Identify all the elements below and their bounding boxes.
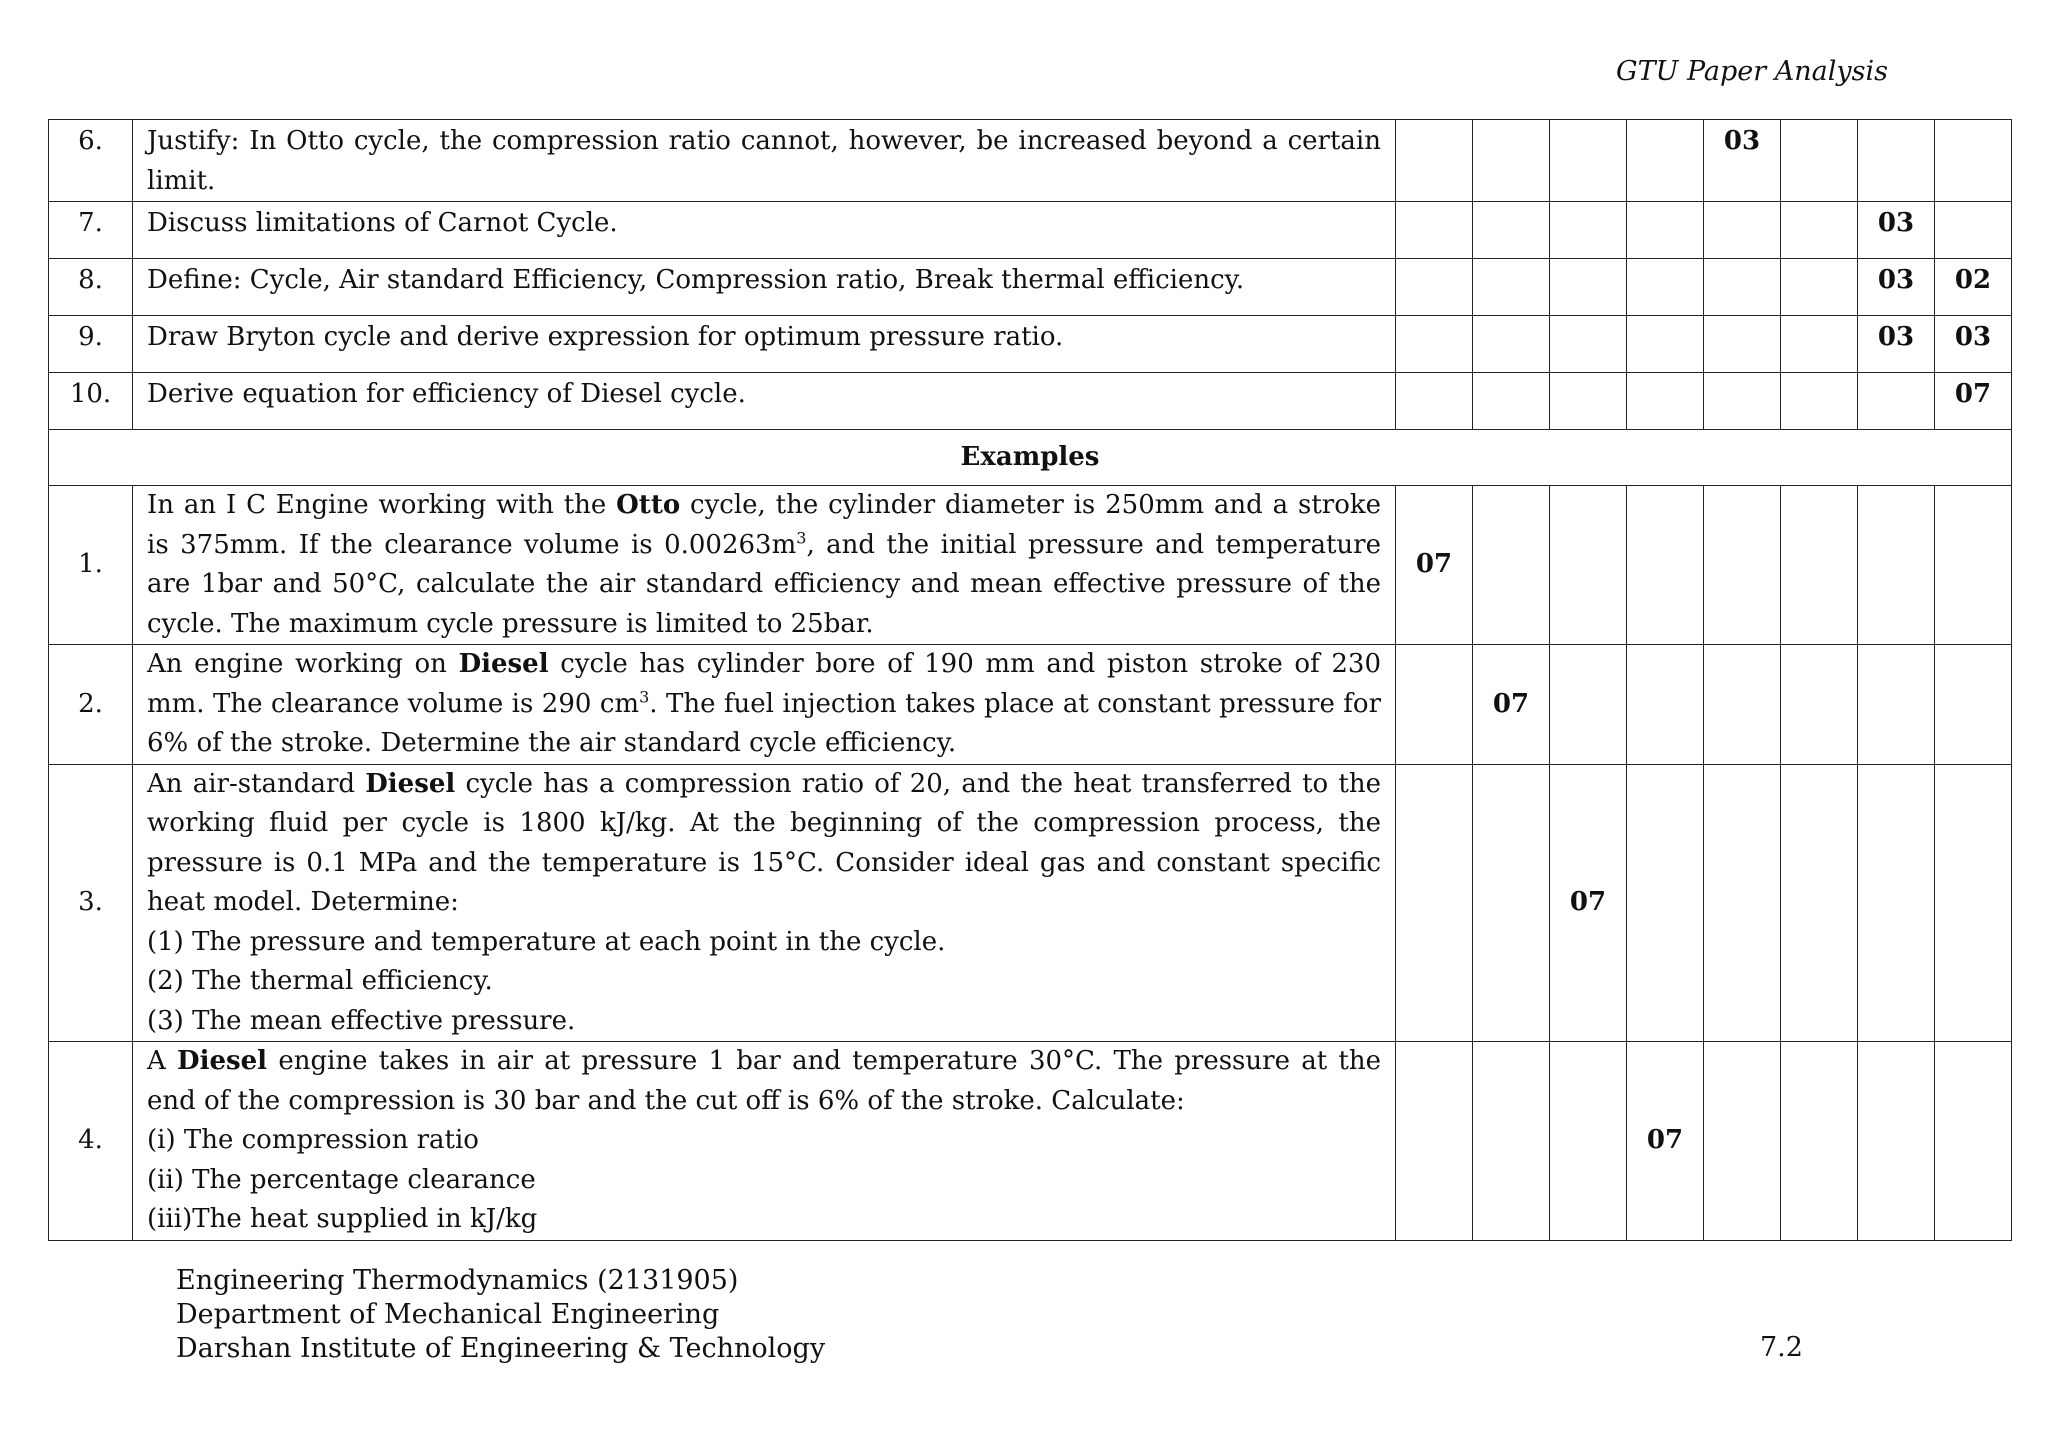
- question-number: 10.: [49, 373, 133, 430]
- marks-cell: [1550, 645, 1627, 765]
- marks-cell: [1627, 486, 1704, 645]
- marks-cell: 07: [1550, 764, 1627, 1042]
- marks-cell: [1858, 120, 1935, 202]
- marks-cell: [1627, 373, 1704, 430]
- table-row: [49, 120, 2012, 202]
- marks-cell: [1473, 486, 1550, 645]
- table-row: [49, 202, 2012, 259]
- footer-institute: Darshan Institute of Engineering & Technology: [176, 1333, 826, 1364]
- marks-cell: [1396, 202, 1473, 259]
- marks-cell: [1473, 764, 1550, 1042]
- footer-info: [176, 1264, 825, 1366]
- question-number: 2.: [49, 645, 133, 765]
- marks-cell: [1781, 120, 1858, 202]
- gtu-analysis-table: [48, 119, 2012, 1241]
- sub-question: (i) The compression ratio: [147, 1125, 479, 1155]
- marks-cell: [1781, 259, 1858, 316]
- table-row: [49, 486, 2012, 645]
- question-number: 9.: [49, 316, 133, 373]
- marks-cell: [1473, 259, 1550, 316]
- examples-heading: Examples: [49, 430, 2012, 486]
- marks-cell: [1704, 316, 1781, 373]
- question-number: 7.: [49, 202, 133, 259]
- table-row: [49, 764, 2012, 1042]
- sub-question: (1) The pressure and temperature at each point in the cycle.: [147, 926, 946, 957]
- marks-cell: [1550, 120, 1627, 202]
- question-text: Derive equation for efficiency of Diesel cycle.: [133, 373, 1396, 430]
- marks-cell: [1858, 486, 1935, 645]
- marks-cell: [1473, 373, 1550, 430]
- page-number: 7.2: [1760, 1332, 1803, 1363]
- marks-cell: [1704, 202, 1781, 259]
- marks-cell: [1396, 1042, 1473, 1241]
- marks-cell: 03: [1858, 316, 1935, 373]
- footer-department: Department of Mechanical Engineering: [176, 1299, 720, 1330]
- sub-question: (iii)The heat supplied in kJ/kg: [147, 1204, 538, 1234]
- marks-cell: [1704, 1042, 1781, 1241]
- marks-cell: [1704, 645, 1781, 765]
- marks-cell: [1704, 764, 1781, 1042]
- question-text: Discuss limitations of Carnot Cycle.: [133, 202, 1396, 259]
- marks-cell: [1550, 202, 1627, 259]
- marks-cell: [1473, 1042, 1550, 1241]
- marks-cell: [1858, 764, 1935, 1042]
- question-text: Justify: In Otto cycle, the compression ratio cannot, however, be increased beyond a certain limit.: [133, 120, 1396, 202]
- marks-cell: [1627, 316, 1704, 373]
- marks-cell: [1704, 486, 1781, 645]
- question-text: An air-standard Diesel cycle has a compression ratio of 20, and the heat transferred to the working fluid per cycle is 1800 kJ/kg. At the beginning of the compression process, the pressure is 0.1 MPa and the temperature is 15°C. Consider ideal gas and constant specific heat model. Determine: (1) The pressure and temperature at each point in the cycle. (2) The thermal efficiency. (3) The mean effective pressure.: [133, 764, 1396, 1042]
- table-row: [49, 645, 2012, 765]
- marks-cell: [1550, 259, 1627, 316]
- marks-cell: [1781, 764, 1858, 1042]
- marks-cell: [1781, 1042, 1858, 1241]
- footer-course: Engineering Thermodynamics (2131905): [176, 1265, 739, 1296]
- question-number: 6.: [49, 120, 133, 202]
- marks-cell: [1858, 1042, 1935, 1241]
- marks-cell: [1627, 202, 1704, 259]
- marks-cell: [1935, 120, 2012, 202]
- question-text: Draw Bryton cycle and derive expression for optimum pressure ratio.: [133, 316, 1396, 373]
- marks-cell: [1396, 316, 1473, 373]
- question-number: 1.: [49, 486, 133, 645]
- marks-cell: 03: [1858, 202, 1935, 259]
- marks-cell: [1473, 120, 1550, 202]
- marks-cell: [1550, 1042, 1627, 1241]
- question-number: 8.: [49, 259, 133, 316]
- marks-cell: [1627, 259, 1704, 316]
- marks-cell: [1396, 373, 1473, 430]
- marks-cell: [1935, 202, 2012, 259]
- question-number: 4.: [49, 1042, 133, 1241]
- marks-cell: [1781, 486, 1858, 645]
- question-text: A Diesel engine takes in air at pressure 1 bar and temperature 30°C. The pressure at the end of the compression is 30 bar and the cut off is 6% of the stroke. Calculate: (i) The compression ratio (ii) The percentage clearance (iii)The heat supplied in kJ/kg: [133, 1042, 1396, 1241]
- marks-cell: [1781, 202, 1858, 259]
- marks-cell: [1858, 645, 1935, 765]
- marks-cell: [1627, 764, 1704, 1042]
- marks-cell: [1935, 645, 2012, 765]
- table-row: [49, 316, 2012, 373]
- header-note: GTU Paper Analysis: [1616, 56, 1888, 87]
- question-text: An engine working on Diesel cycle has cylinder bore of 190 mm and piston stroke of 230 mm. The clearance volume is 290 $cm^3$. The fuel injection takes place at constant pressure for 6% of the stroke. Determine the air standard cycle efficiency.: [133, 645, 1396, 765]
- marks-cell: [1396, 764, 1473, 1042]
- marks-cell: [1935, 1042, 2012, 1241]
- marks-cell: [1550, 373, 1627, 430]
- question-text: In an I C Engine working with the Otto cycle, the cylinder diameter is 250mm and a stroke is 375mm. If the clearance volume is $0.00263m^3$, and the initial pressure and temperature are 1bar and 50°C, calculate the air standard efficiency and mean effective pressure of the cycle. The maximum cycle pressure is limited to 25bar.: [133, 486, 1396, 645]
- marks-cell: [1550, 316, 1627, 373]
- marks-cell: [1704, 373, 1781, 430]
- marks-cell: 07: [1627, 1042, 1704, 1241]
- marks-cell: 07: [1473, 645, 1550, 765]
- marks-cell: [1550, 486, 1627, 645]
- sub-question: (3) The mean effective pressure.: [147, 1005, 576, 1036]
- marks-cell: 07: [1935, 373, 2012, 430]
- marks-cell: [1935, 486, 2012, 645]
- marks-cell: [1396, 259, 1473, 316]
- table-row: [49, 1042, 2012, 1241]
- marks-cell: [1858, 373, 1935, 430]
- question-number: 3.: [49, 764, 133, 1042]
- marks-cell: 03: [1935, 316, 2012, 373]
- marks-cell: [1473, 316, 1550, 373]
- sub-question: (ii) The percentage clearance: [147, 1164, 536, 1195]
- marks-cell: [1396, 645, 1473, 765]
- marks-cell: [1627, 645, 1704, 765]
- marks-cell: 03: [1858, 259, 1935, 316]
- table-row: [49, 259, 2012, 316]
- marks-cell: [1627, 120, 1704, 202]
- marks-cell: 07: [1396, 486, 1473, 645]
- marks-cell: [1781, 645, 1858, 765]
- marks-cell: [1473, 202, 1550, 259]
- marks-cell: 03: [1704, 120, 1781, 202]
- marks-cell: [1704, 259, 1781, 316]
- marks-cell: [1935, 764, 2012, 1042]
- question-text: Define: Cycle, Air standard Efficiency, Compression ratio, Break thermal efficiency.: [133, 259, 1396, 316]
- table-row: [49, 373, 2012, 430]
- marks-cell: [1396, 120, 1473, 202]
- marks-cell: [1781, 316, 1858, 373]
- section-row: [49, 430, 2012, 486]
- marks-cell: 02: [1935, 259, 2012, 316]
- marks-cell: [1781, 373, 1858, 430]
- sub-question: (2) The thermal efficiency.: [147, 966, 493, 996]
